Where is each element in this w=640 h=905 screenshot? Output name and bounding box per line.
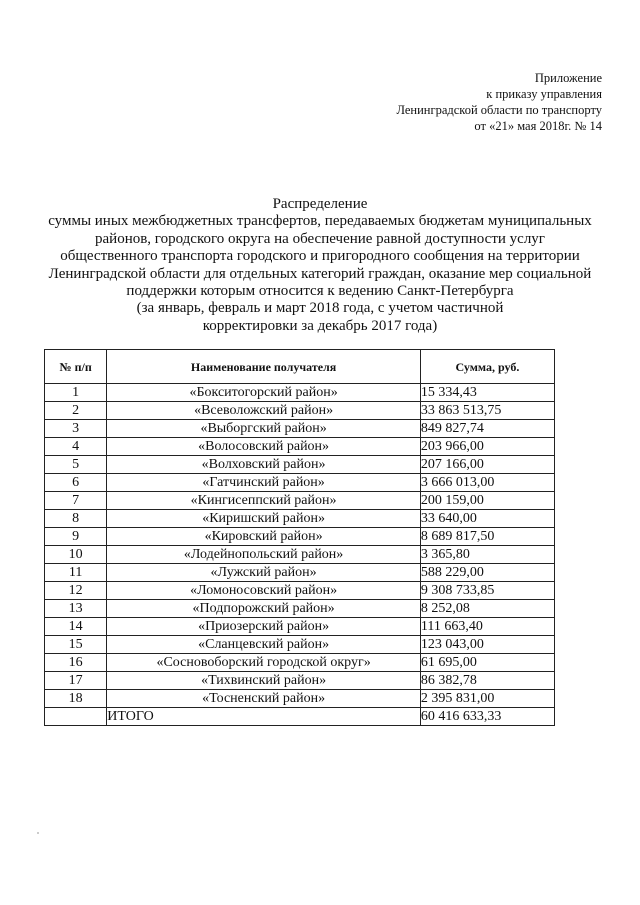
row-sum: 588 229,00 <box>420 564 554 582</box>
table-row <box>45 474 555 492</box>
row-sum: 123 043,00 <box>420 636 554 654</box>
row-num: 5 <box>45 456 107 474</box>
title-line: (за январь, февраль и март 2018 года, с учетом частичной <box>136 300 504 317</box>
row-name: «Кингисеппский район» <box>107 492 421 510</box>
row-name: «Сосновоборский городской округ» <box>107 654 421 672</box>
row-num: 11 <box>45 564 107 582</box>
row-name: «Волосовский район» <box>107 438 421 456</box>
appendix-line: Ленинградской области по транспорту <box>396 103 602 117</box>
document-title <box>40 196 600 335</box>
title-line: районов, городского округа на обеспечение равной доступности услуг <box>95 230 545 247</box>
table-row <box>45 546 555 564</box>
row-sum: 33 863 513,75 <box>420 402 554 420</box>
title-line: корректировки за декабрь 2017 года) <box>202 317 438 334</box>
table-row <box>45 492 555 510</box>
row-num: 13 <box>45 600 107 618</box>
total-label: ИТОГО <box>107 708 421 726</box>
table-row <box>45 654 555 672</box>
row-num: 3 <box>45 420 107 438</box>
title-heading: Распределение <box>272 196 368 212</box>
row-num: 6 <box>45 474 107 492</box>
row-name: «Бокситогорский район» <box>107 384 421 402</box>
row-sum: 8 689 817,50 <box>420 528 554 546</box>
total-num-empty <box>45 708 107 726</box>
row-name: «Ломоносовский район» <box>107 582 421 600</box>
row-sum: 8 252,08 <box>420 600 554 618</box>
row-name: «Волховский район» <box>107 456 421 474</box>
table-row <box>45 672 555 690</box>
appendix-header <box>396 70 602 134</box>
row-num: 9 <box>45 528 107 546</box>
row-name: «Лодейнопольский район» <box>107 546 421 564</box>
row-num: 18 <box>45 690 107 708</box>
title-line: общественного транспорта городского и пригородного сообщения на территории <box>60 248 580 265</box>
appendix-line: Приложение <box>534 71 602 85</box>
row-num: 14 <box>45 618 107 636</box>
table-row <box>45 564 555 582</box>
row-sum: 3 666 013,00 <box>420 474 554 492</box>
row-name: «Подпорожский район» <box>107 600 421 618</box>
title-line: поддержки которым относится к ведению Санкт-Петербурга <box>126 283 514 300</box>
row-name: «Лужский район» <box>107 564 421 582</box>
row-name: «Гатчинский район» <box>107 474 421 492</box>
appendix-line: от «21» мая 2018г. № 14 <box>474 119 602 133</box>
title-line: Ленинградской области для отдельных категорий граждан, оказание мер социальной <box>48 265 592 282</box>
row-num: 8 <box>45 510 107 528</box>
row-sum: 33 640,00 <box>420 510 554 528</box>
row-num: 15 <box>45 636 107 654</box>
table-row <box>45 384 555 402</box>
row-num: 16 <box>45 654 107 672</box>
row-sum: 61 695,00 <box>420 654 554 672</box>
appendix-line: к приказу управления <box>486 87 602 101</box>
row-sum: 111 663,40 <box>420 618 554 636</box>
row-num: 12 <box>45 582 107 600</box>
title-line: суммы иных межбюджетных трансфертов, передаваемых бюджетам муниципальных <box>48 213 592 230</box>
row-sum: 3 365,80 <box>420 546 554 564</box>
row-name: «Сланцевский район» <box>107 636 421 654</box>
distribution-table <box>44 349 555 726</box>
header-sum: Сумма, руб. <box>420 350 554 384</box>
table-total-row <box>45 708 555 726</box>
row-num: 4 <box>45 438 107 456</box>
row-name: «Тихвинский район» <box>107 672 421 690</box>
table-row <box>45 582 555 600</box>
row-num: 17 <box>45 672 107 690</box>
table-row <box>45 618 555 636</box>
row-sum: 9 308 733,85 <box>420 582 554 600</box>
row-name: «Выборгский район» <box>107 420 421 438</box>
row-num: 10 <box>45 546 107 564</box>
total-sum: 60 416 633,33 <box>420 708 554 726</box>
row-sum: 200 159,00 <box>420 492 554 510</box>
header-num: № п/п <box>45 350 107 384</box>
table-row <box>45 420 555 438</box>
row-name: «Киришский район» <box>107 510 421 528</box>
table-row <box>45 438 555 456</box>
table-row <box>45 402 555 420</box>
row-num: 2 <box>45 402 107 420</box>
row-sum: 203 966,00 <box>420 438 554 456</box>
row-name: «Приозерский район» <box>107 618 421 636</box>
row-sum: 15 334,43 <box>420 384 554 402</box>
table-row <box>45 690 555 708</box>
table-row <box>45 600 555 618</box>
row-name: «Тосненский район» <box>107 690 421 708</box>
table-header-row <box>45 350 555 384</box>
table-row <box>45 510 555 528</box>
row-name: «Кировский район» <box>107 528 421 546</box>
table-row <box>45 528 555 546</box>
header-name: Наименование получателя <box>107 350 421 384</box>
table-row <box>45 456 555 474</box>
row-num: 7 <box>45 492 107 510</box>
table-row <box>45 636 555 654</box>
scan-artifact <box>37 832 39 834</box>
row-sum: 207 166,00 <box>420 456 554 474</box>
row-sum: 86 382,78 <box>420 672 554 690</box>
row-sum: 849 827,74 <box>420 420 554 438</box>
row-sum: 2 395 831,00 <box>420 690 554 708</box>
row-name: «Всеволожский район» <box>107 402 421 420</box>
row-num: 1 <box>45 384 107 402</box>
